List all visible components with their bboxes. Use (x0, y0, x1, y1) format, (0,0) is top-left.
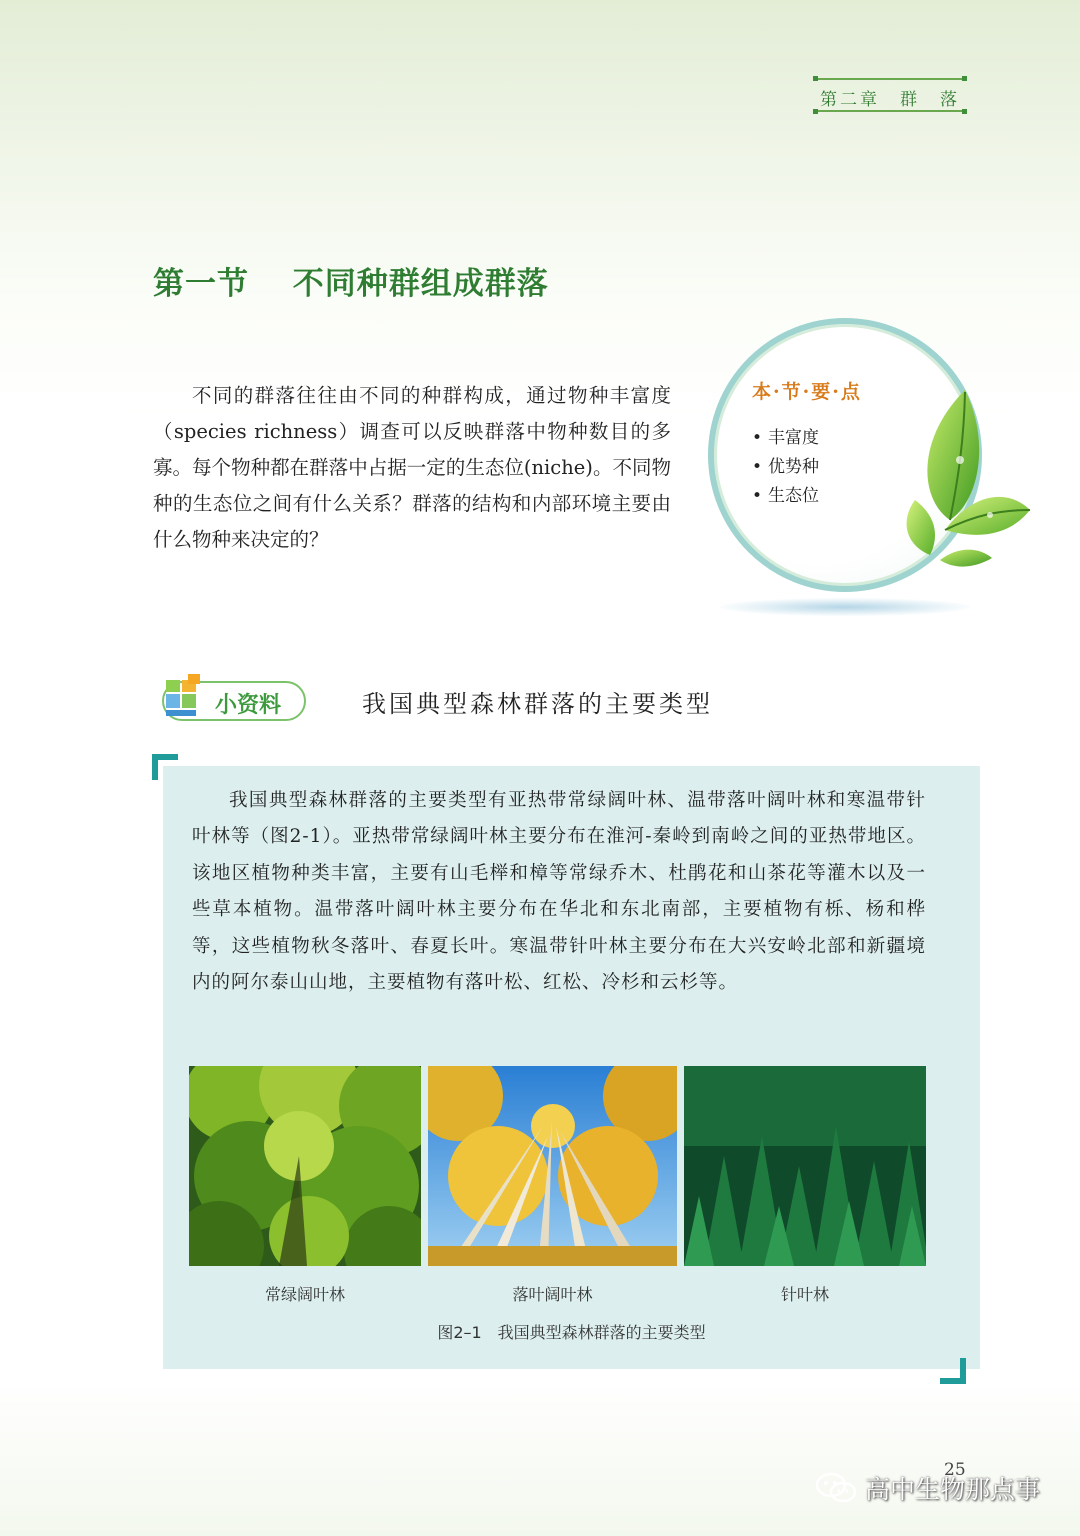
leaf-icon (880, 380, 1040, 570)
corner-mark-top-left (152, 754, 178, 780)
photo-caption: 落叶阔叶林 (512, 1285, 593, 1304)
evergreen-forest-photo (189, 1066, 421, 1266)
puzzle-icon (164, 674, 214, 718)
deciduous-forest-photo (428, 1066, 677, 1266)
resource-paragraph: 我国典型森林群落的主要类型有亚热带常绿阔叶林、温带落叶阔叶林和寒温带针叶林等（图2-1）。亚热带常绿阔叶林主要分布在淮河-秦岭到南岭之间的亚热带地区。该地区植物种类丰富，主要有山毛榉和樟等常绿乔木、杜鹃花和山茶花等灌木以及一些草本植物。温带落叶阔叶林主要分布在华北和东北南部，主要植物有栎、杨和桦等，这些植物秋冬落叶、春夏长叶。寒温带针叶林主要分布在大兴安岭北部和新疆境内的阿尔泰山山地，主要植物有落叶松、红松、冷杉和云杉等。 (192, 790, 926, 994)
wechat-icon (815, 1471, 857, 1505)
photo-caption: 常绿阔叶林 (264, 1285, 345, 1304)
chapter-header (815, 78, 965, 112)
key-point-item: • 优势种 (752, 457, 820, 477)
resource-title: 我国典型森林群落的主要类型 (362, 690, 713, 718)
resource-tag-label: 小资料 (215, 693, 282, 718)
page-number: 25 (944, 1460, 966, 1480)
watermark (815, 1470, 1040, 1506)
watermark-text: 高中生物那点事 (865, 1475, 1041, 1504)
resource-tag (152, 674, 307, 724)
photo-caption: 针叶林 (780, 1285, 829, 1304)
corner-mark-bottom-right (940, 1358, 966, 1384)
key-point-item: • 生态位 (752, 486, 820, 506)
section-title: 第一节 不同种群组成群落 (153, 266, 549, 302)
chapter-label: 第二章 群 落 (820, 90, 960, 110)
key-point-item: • 丰富度 (752, 428, 820, 448)
intro-paragraph: 不同的群落往往由不同的种群构成，通过物种丰富度（species richness）调查可以反映群落中物种数目的多寡。每个物种都在群落中占据一定的生态位(niche)。不同物种的生态位之间有什么关系？群落的结构和内部环境主要由什么物种来决定的？ (153, 384, 671, 551)
key-points-title: 本·节·要·点 (752, 381, 862, 403)
key-points-shadow (720, 598, 970, 616)
figure-caption: 图2–1 我国典型森林群落的主要类型 (437, 1323, 706, 1342)
coniferous-forest-photo (684, 1066, 926, 1266)
